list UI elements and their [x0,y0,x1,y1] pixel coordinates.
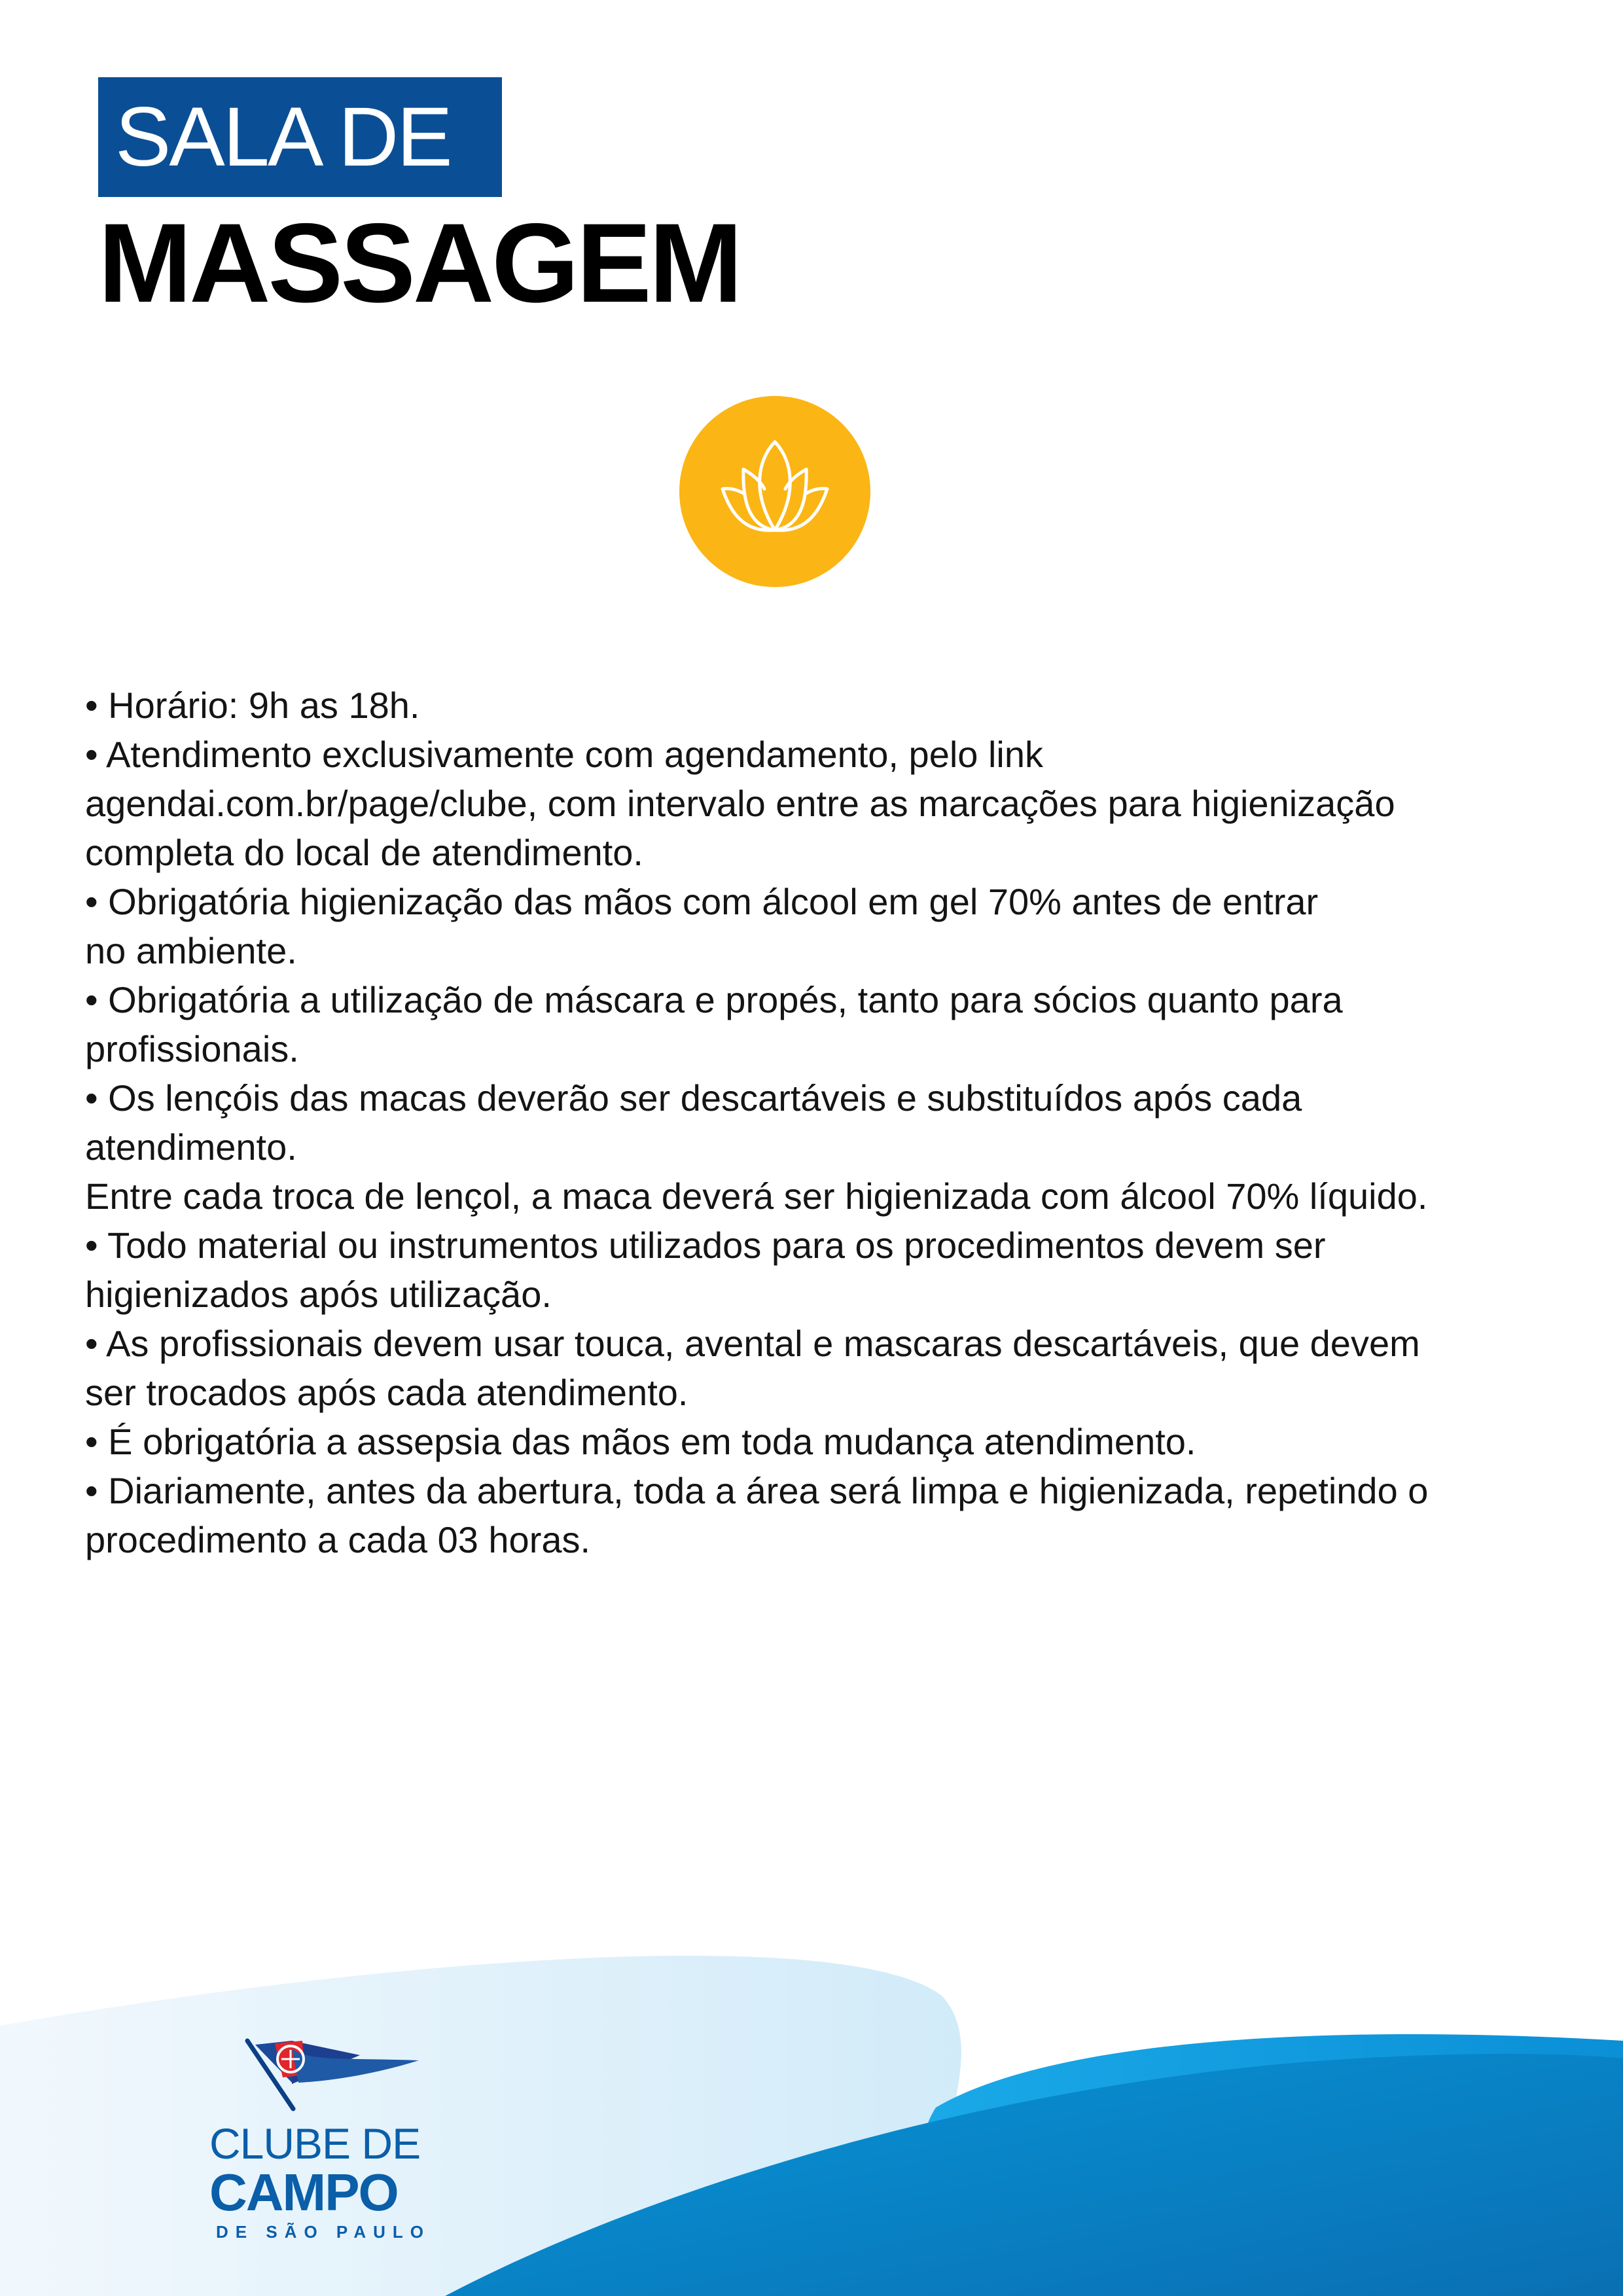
rule-line: agendai.com.br/page/clube, com intervalo entre as marcações para higienização [85,783,1395,824]
logo-text-line3: DE SÃO PAULO [216,2222,431,2242]
rule-line: • Diariamente, antes da abertura, toda a área será limpa e higienizada, repetindo o [85,1470,1429,1511]
rule-line: • As profissionais devem usar touca, avental e mascaras descartáveis, que devem [85,1323,1420,1364]
logo-text-line2: CAMPO [209,2163,398,2221]
rule-line: • É obrigatória a assepsia das mãos em toda mudança atendimento. [85,1421,1196,1462]
rule-line: Entre cada troca de lençol, a maca deverá ser higienizada com álcool 70% líquido. [85,1175,1428,1217]
pennant-flag-icon [229,2036,425,2114]
rule-line: no ambiente. [85,930,297,971]
logo-text-line1: CLUBE DE [209,2119,421,2168]
club-logo [209,2036,432,2245]
lotus-icon [679,396,870,587]
rule-line: profissionais. [85,1028,299,1069]
rule-line: higienizados após utilização. [85,1274,552,1315]
rule-line: • Obrigatória higienização das mãos com álcool em gel 70% antes de entrar [85,881,1319,922]
rule-line: • Horário: 9h as 18h. [85,685,420,726]
page-title: MASSAGEM [98,200,740,326]
rule-line: atendimento. [85,1126,297,1168]
rule-line: • Obrigatória a utilização de máscara e propés, tanto para sócios quanto para [85,979,1343,1020]
rule-line: completa do local de atendimento. [85,832,643,873]
rule-line: • Todo material ou instrumentos utilizados para os procedimentos devem ser [85,1225,1326,1266]
rule-line: • Atendimento exclusivamente com agendamento, pelo link [85,734,1044,775]
rule-line: • Os lençóis das macas deverão ser descartáveis e substituídos após cada [85,1077,1302,1119]
rules-list [85,681,1558,1564]
rule-line: ser trocados após cada atendimento. [85,1372,688,1413]
rule-line: procedimento a cada 03 horas. [85,1519,591,1560]
title-top: SALA DE [115,90,451,184]
title-box [98,77,502,197]
